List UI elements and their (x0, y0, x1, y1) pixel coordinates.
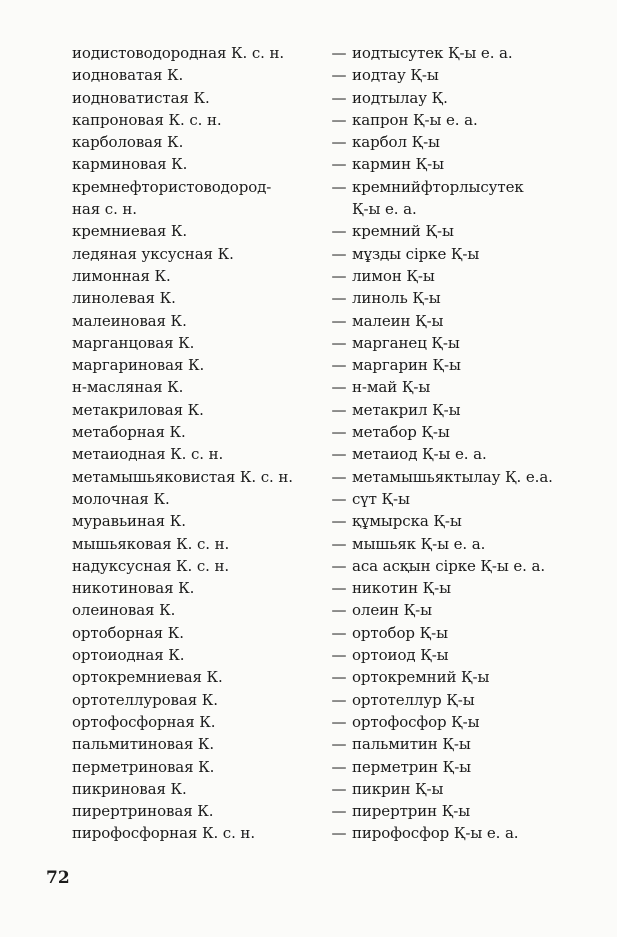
dictionary-entry (72, 488, 592, 510)
dictionary-entry (72, 510, 592, 532)
russian-term: олеиновая К. (72, 601, 176, 620)
separator-dash: — (331, 579, 347, 598)
russian-term: карболовая К. (72, 133, 184, 152)
kazakh-term: мұзды сірке Қ-ы (352, 244, 480, 263)
dictionary-entry (72, 310, 592, 332)
russian-term: пирофосфорная К. с. н. (72, 824, 255, 843)
dictionary-entry (72, 533, 592, 555)
russian-term: пиpертриновая К. (72, 802, 214, 821)
kazakh-term: линоль Қ-ы (352, 289, 441, 308)
kazakh-term: сүт Қ-ы (352, 489, 410, 508)
russian-term: марганцовая К. (72, 333, 195, 352)
dictionary-entry (72, 354, 592, 376)
dictionary-entry (72, 220, 592, 242)
russian-term: малеиновая К. (72, 311, 187, 330)
separator-dash: — (331, 155, 347, 174)
russian-term: метаборная К. (72, 423, 186, 442)
separator-dash: — (331, 467, 347, 486)
separator-dash: — (331, 289, 347, 308)
separator-dash: — (331, 222, 347, 241)
kazakh-term: ортобор Қ-ы (352, 623, 448, 642)
separator-dash: — (331, 534, 347, 553)
russian-term: карминовая К. (72, 155, 188, 174)
dictionary-entry (72, 399, 592, 421)
dictionary-entry (72, 131, 592, 153)
russian-term: пальмитиновая К. (72, 735, 215, 754)
russian-term: никотиновая К. (72, 579, 195, 598)
dictionary-entry (72, 555, 592, 577)
dictionary-entry (72, 87, 592, 109)
separator-dash: — (331, 423, 347, 442)
kazakh-term: малеин Қ-ы (352, 311, 444, 330)
russian-term: метаиодная К. с. н. (72, 445, 224, 464)
dictionary-entry (72, 332, 592, 354)
kazakh-term: құмырска Қ-ы (352, 512, 462, 531)
separator-dash: — (331, 779, 347, 798)
separator-dash: — (331, 556, 347, 575)
dictionary-entry (72, 376, 592, 398)
russian-term: ортоиодная К. (72, 646, 185, 665)
russian-term: метакриловая К. (72, 400, 204, 419)
kazakh-term: ортотеллур Қ-ы (352, 690, 475, 709)
dictionary-entry (72, 153, 592, 175)
dictionary-entry (72, 778, 592, 800)
kazakh-term: иодтылау Қ. (352, 88, 448, 107)
russian-term: ледяная уксусная К. (72, 244, 234, 263)
kazakh-term: метабор Қ-ы (352, 423, 450, 442)
dictionary-entry (72, 265, 592, 287)
separator-dash: — (331, 44, 347, 62)
dictionary-entry (72, 109, 592, 131)
kazakh-term: марганец Қ-ы (352, 333, 460, 352)
separator-dash: — (331, 400, 347, 419)
dictionary-entry (72, 243, 592, 265)
russian-term: муравьиная К. (72, 512, 186, 531)
kazakh-term: пирертрин Қ-ы (352, 802, 471, 821)
dictionary-entry (72, 176, 592, 221)
separator-dash: — (331, 356, 347, 375)
separator-dash: — (331, 378, 347, 397)
dictionary-entry (72, 689, 592, 711)
separator-dash: — (331, 512, 347, 531)
separator-dash: — (331, 690, 347, 709)
kazakh-term: ортоиод Қ-ы (352, 646, 449, 665)
separator-dash: — (331, 266, 347, 285)
entry-list (72, 42, 592, 845)
russian-term: ортоборная К. (72, 623, 184, 642)
separator-dash: — (331, 757, 347, 776)
dictionary-entry (72, 822, 592, 844)
separator-dash: — (331, 824, 347, 843)
kazakh-term: кремний Қ-ы (352, 222, 454, 241)
separator-dash: — (331, 133, 347, 152)
kazakh-term: лимон Қ-ы (352, 266, 435, 285)
russian-term: ортокремниевая К. (72, 668, 223, 687)
russian-term: ортофосфорная К. (72, 712, 216, 731)
separator-dash: — (331, 646, 347, 665)
dictionary-entry (72, 64, 592, 86)
kazakh-term: никотин Қ-ы (352, 579, 451, 598)
separator-dash: — (331, 601, 347, 620)
russian-term: ортотеллуровая К. (72, 690, 218, 709)
separator-dash: — (331, 333, 347, 352)
kazakh-term: карбол Қ-ы (352, 133, 440, 152)
separator-dash: — (331, 712, 347, 731)
separator-dash: — (331, 802, 347, 821)
dictionary-entry (72, 443, 592, 465)
kazakh-term: метакрил Қ-ы (352, 400, 461, 419)
russian-term: мышьяковая К. с. н. (72, 534, 230, 553)
kazakh-term: метаиод Қ-ы е. а. (352, 445, 487, 464)
russian-term: лимонная К. (72, 266, 171, 285)
russian-term: н-масляная К. (72, 378, 184, 397)
page-number: 72 (46, 868, 70, 888)
kazakh-term: пальмитин Қ-ы (352, 735, 471, 754)
separator-dash: — (331, 177, 347, 196)
kazakh-term: олеин Қ-ы (352, 601, 432, 620)
kazakh-term: н-май Қ-ы (352, 378, 431, 397)
dictionary-entry (72, 756, 592, 778)
russian-term: иодноватистая К. (72, 88, 210, 107)
dictionary-entry (72, 666, 592, 688)
kazakh-term: иодтау Қ-ы (352, 66, 439, 85)
dictionary-entry (72, 287, 592, 309)
separator-dash: — (331, 489, 347, 508)
russian-term: иодистоводородная К. с. н. (72, 44, 285, 62)
kazakh-term: аса асқын сірке Қ-ы е. а. (352, 556, 546, 575)
dictionary-entry (72, 577, 592, 599)
separator-dash: — (331, 735, 347, 754)
dictionary-entry (72, 421, 592, 443)
kazakh-term: метамышьяктылау Қ. е.а. (352, 467, 553, 486)
dictionary-entry (72, 644, 592, 666)
kazakh-term: мышьяк Қ-ы е. а. (352, 534, 486, 553)
kazakh-term: иодтысутек Қ-ы е. а. (352, 44, 513, 62)
russian-term: метамышьяковистая К. с. н. (72, 467, 293, 486)
russian-term: маргариновая К. (72, 356, 205, 375)
kazakh-term: кремнийфторлысутек Қ-ы е. а. (352, 177, 524, 219)
russian-term: надуксусная К. с. н. (72, 556, 230, 575)
kazakh-term: ортофосфор Қ-ы (352, 712, 480, 731)
russian-term: кремниевая К. (72, 222, 188, 241)
kazakh-term: кармин Қ-ы (352, 155, 444, 174)
russian-term: капроновая К. с. н. (72, 110, 222, 129)
separator-dash: — (331, 110, 347, 129)
russian-term: пикриновая К. (72, 779, 187, 798)
dictionary-entry (72, 622, 592, 644)
kazakh-term: ортокремний Қ-ы (352, 668, 490, 687)
russian-term: молочная К. (72, 489, 170, 508)
russian-term: линолевая К. (72, 289, 176, 308)
separator-dash: — (331, 623, 347, 642)
kazakh-term: пирофосфор Қ-ы е. а. (352, 824, 519, 843)
kazakh-term: маргарин Қ-ы (352, 356, 461, 375)
dictionary-entry (72, 599, 592, 621)
russian-term: иодноватая К. (72, 66, 184, 85)
separator-dash: — (331, 244, 347, 263)
kazakh-term: пикрин Қ-ы (352, 779, 444, 798)
separator-dash: — (331, 311, 347, 330)
dictionary-entry (72, 711, 592, 733)
separator-dash: — (331, 66, 347, 85)
kazakh-term: перметрин Қ-ы (352, 757, 472, 776)
dictionary-entry (72, 466, 592, 488)
kazakh-term: капрон Қ-ы е. а. (352, 110, 478, 129)
dictionary-entry (72, 800, 592, 822)
dictionary-entry (72, 733, 592, 755)
russian-term: перметриновая К. (72, 757, 215, 776)
russian-term: кремнефтористоводород- ная с. н. (72, 177, 272, 219)
separator-dash: — (331, 445, 347, 464)
dictionary-entry (72, 42, 592, 64)
separator-dash: — (331, 88, 347, 107)
separator-dash: — (331, 668, 347, 687)
